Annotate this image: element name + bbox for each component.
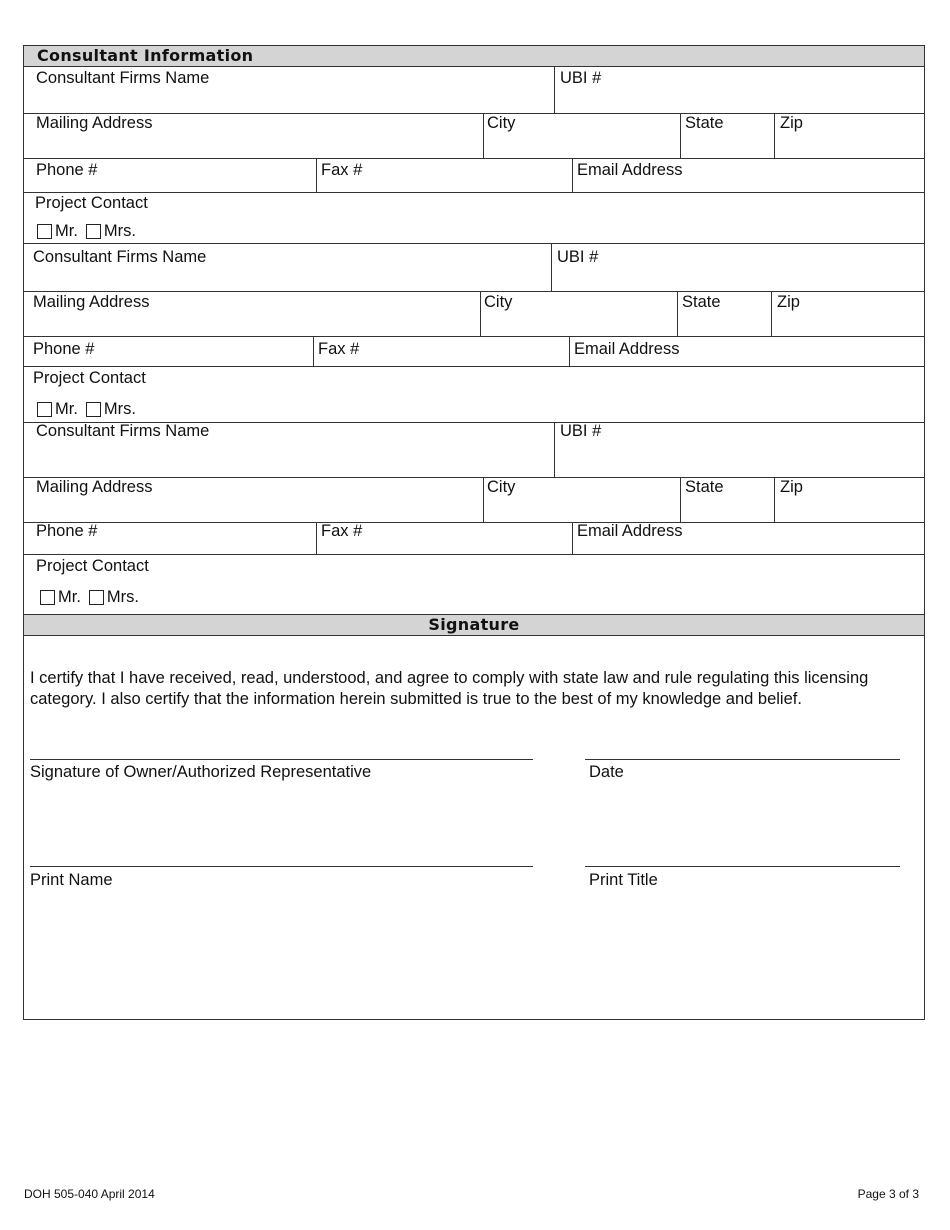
project-contact-label: Project Contact bbox=[35, 194, 148, 212]
form-number: DOH 505-040 April 2014 bbox=[24, 1187, 155, 1201]
mrs-label: Mrs. bbox=[106, 587, 139, 606]
state-label: State bbox=[685, 478, 724, 496]
ubi-field[interactable] bbox=[555, 68, 924, 112]
zip-label: Zip bbox=[777, 293, 800, 311]
state-label: State bbox=[682, 293, 721, 311]
city-label: City bbox=[484, 293, 513, 311]
firm-name-label: Consultant Firms Name bbox=[33, 248, 207, 266]
mr-label: Mr. bbox=[55, 221, 78, 240]
mrs-label: Mrs. bbox=[103, 221, 136, 240]
salutation-group bbox=[37, 221, 144, 241]
ubi-field[interactable] bbox=[552, 244, 924, 290]
signature-field[interactable] bbox=[30, 730, 533, 759]
mailing-address-label: Mailing Address bbox=[36, 114, 153, 132]
ubi-label: UBI # bbox=[557, 248, 599, 266]
mailing-address-label: Mailing Address bbox=[33, 293, 150, 311]
zip-label: Zip bbox=[780, 478, 803, 496]
divider bbox=[23, 554, 925, 555]
firm-name-label: Consultant Firms Name bbox=[36, 69, 210, 87]
phone-label: Phone # bbox=[33, 340, 95, 358]
mrs-checkbox[interactable] bbox=[89, 590, 104, 605]
ubi-label: UBI # bbox=[560, 69, 602, 87]
ubi-field[interactable] bbox=[555, 423, 924, 476]
phone-label: Phone # bbox=[36, 161, 98, 179]
zip-label: Zip bbox=[780, 114, 803, 132]
divider bbox=[23, 192, 925, 193]
salutation-group bbox=[40, 587, 147, 607]
print-name-line bbox=[30, 866, 533, 867]
fax-label: Fax # bbox=[318, 340, 360, 358]
phone-label: Phone # bbox=[36, 522, 98, 540]
consultant-info-header: Consultant Information bbox=[23, 45, 925, 67]
mr-checkbox[interactable] bbox=[37, 224, 52, 239]
mr-label: Mr. bbox=[58, 587, 81, 606]
page-number: Page 3 of 3 bbox=[857, 1187, 919, 1201]
salutation-group bbox=[37, 399, 144, 419]
mr-label: Mr. bbox=[55, 399, 78, 418]
project-contact-label: Project Contact bbox=[33, 369, 146, 387]
mr-checkbox[interactable] bbox=[40, 590, 55, 605]
date-field[interactable] bbox=[585, 730, 900, 759]
mr-checkbox[interactable] bbox=[37, 402, 52, 417]
city-label: City bbox=[487, 114, 516, 132]
fax-label: Fax # bbox=[321, 522, 363, 540]
date-line bbox=[585, 759, 900, 760]
email-label: Email Address bbox=[577, 522, 683, 540]
certification-text: I certify that I have received, read, understood, and agree to comply with state law and rule regulating this licensing category. I also certify that the information herein submitted is true to the best of my knowledge and belief. bbox=[30, 669, 869, 708]
firm-name-label: Consultant Firms Name bbox=[36, 422, 210, 440]
mrs-label: Mrs. bbox=[103, 399, 136, 418]
print-name-label: Print Name bbox=[30, 871, 113, 889]
divider bbox=[23, 366, 925, 367]
signature-header: Signature bbox=[23, 614, 925, 636]
state-label: State bbox=[685, 114, 724, 132]
signature-line bbox=[30, 759, 533, 760]
ubi-label: UBI # bbox=[560, 422, 602, 440]
email-label: Email Address bbox=[574, 340, 680, 358]
city-label: City bbox=[487, 478, 516, 496]
mrs-checkbox[interactable] bbox=[86, 224, 101, 239]
project-contact-label: Project Contact bbox=[36, 557, 149, 575]
email-label: Email Address bbox=[577, 161, 683, 179]
print-title-line bbox=[585, 866, 900, 867]
date-label: Date bbox=[589, 763, 624, 781]
fax-label: Fax # bbox=[321, 161, 363, 179]
mailing-address-label: Mailing Address bbox=[36, 478, 153, 496]
print-title-field[interactable] bbox=[585, 837, 900, 866]
signature-label: Signature of Owner/Authorized Representative bbox=[30, 763, 372, 781]
print-name-field[interactable] bbox=[30, 837, 533, 866]
mrs-checkbox[interactable] bbox=[86, 402, 101, 417]
print-title-label: Print Title bbox=[589, 871, 658, 889]
